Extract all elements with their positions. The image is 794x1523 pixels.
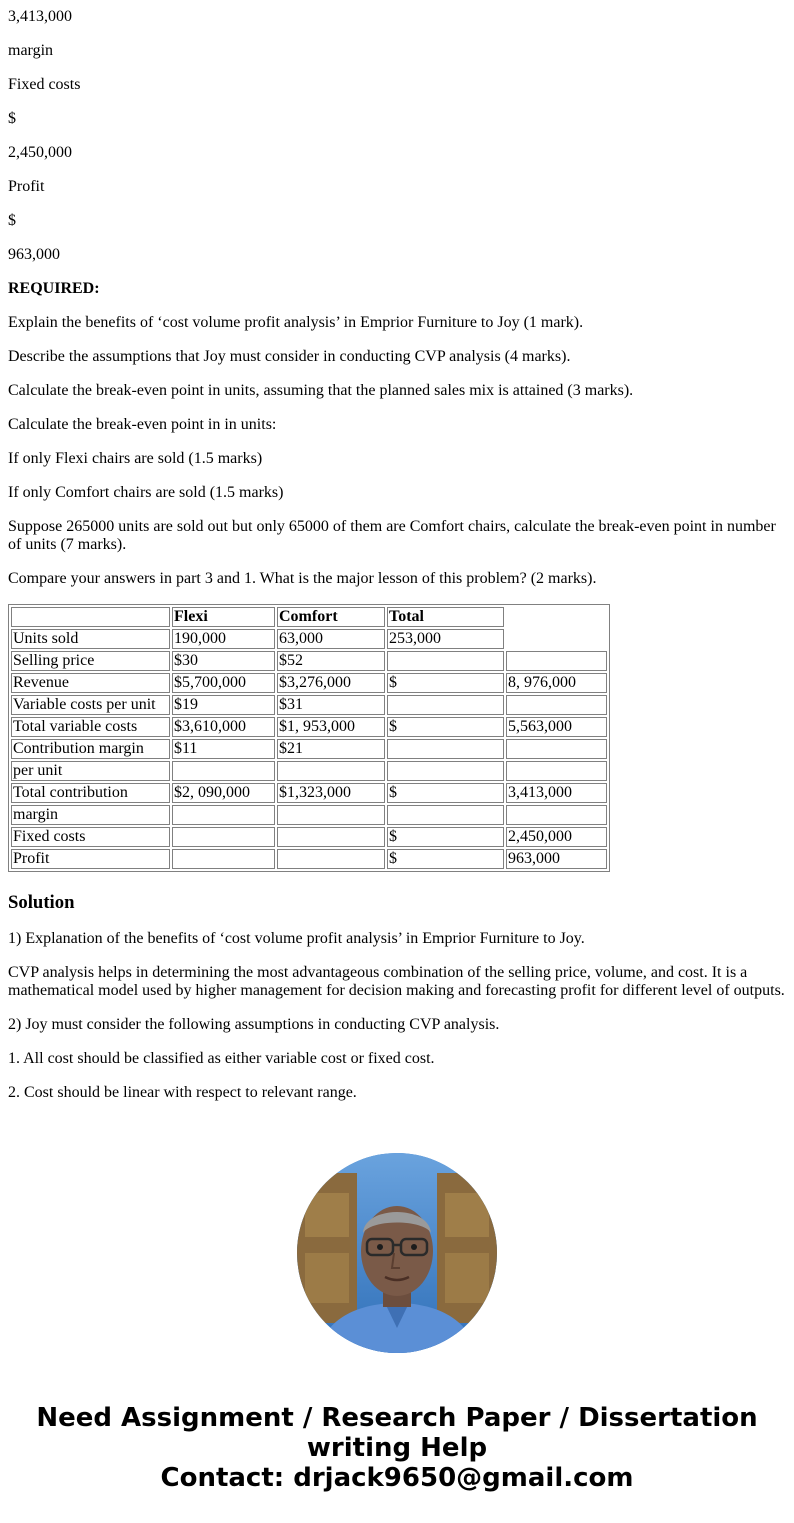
- table-row: [11, 695, 607, 715]
- table-cell: $21: [277, 739, 385, 759]
- table-cell: Units sold: [11, 629, 170, 649]
- table-cell: $2, 090,000: [172, 783, 275, 803]
- table-cell: $11: [172, 739, 275, 759]
- table-cell: [277, 849, 385, 869]
- table-cell: 963,000: [506, 849, 607, 869]
- document-body: [8, 0, 788, 1122]
- table-cell: $3,610,000: [172, 717, 275, 737]
- table-cell: [387, 761, 504, 781]
- required-heading: [8, 280, 788, 298]
- table-cell: [172, 827, 275, 847]
- intro-line: $: [8, 212, 16, 229]
- solution-paragraph: 1) Explanation of the benefits of ‘cost volume profit analysis’ in Emprior Furniture to Joy.: [8, 930, 585, 947]
- table-cell: [506, 739, 607, 759]
- table-row: [11, 673, 607, 693]
- table-cell: 253,000: [387, 629, 504, 649]
- table-cell: $19: [172, 695, 275, 715]
- table-cell: $5,700,000: [172, 673, 275, 693]
- intro-line: Profit: [8, 178, 45, 195]
- solution-paragraph: 1. All cost should be classified as either variable cost or fixed cost.: [8, 1050, 435, 1067]
- table-header-empty: [506, 607, 607, 627]
- footer-line-3: Contact: drjack9650@gmail.com: [160, 1463, 634, 1493]
- table-cell: Profit: [11, 849, 170, 869]
- table-cell: [387, 739, 504, 759]
- table-cell: [506, 761, 607, 781]
- table-cell: Contribution margin: [11, 739, 170, 759]
- table-cell: $31: [277, 695, 385, 715]
- author-avatar: [297, 1153, 497, 1353]
- table-cell: $: [387, 827, 504, 847]
- table-cell: Variable costs per unit: [11, 695, 170, 715]
- table-cell: $1, 953,000: [277, 717, 385, 737]
- table-cell: [172, 805, 275, 825]
- table-row: [11, 739, 607, 759]
- table-header-row: [11, 607, 607, 627]
- table-cell: [277, 761, 385, 781]
- solution-heading: Solution: [8, 892, 75, 913]
- table-row: [11, 717, 607, 737]
- table-row: [11, 629, 607, 649]
- table-cell: $3,276,000: [277, 673, 385, 693]
- table-cell: Total variable costs: [11, 717, 170, 737]
- question-item: If only Comfort chairs are sold (1.5 marks): [8, 484, 284, 501]
- table-cell: [387, 805, 504, 825]
- table-cell: $30: [172, 651, 275, 671]
- question-item: Explain the benefits of ‘cost volume profit analysis’ in Emprior Furniture to Joy (1 mark).: [8, 314, 584, 331]
- table-cell: $: [387, 673, 504, 693]
- table-row: [11, 827, 607, 847]
- table-cell: Fixed costs: [11, 827, 170, 847]
- intro-line: $: [8, 110, 16, 127]
- intro-line: 963,000: [8, 246, 60, 263]
- question-item: Compare your answers in part 3 and 1. What is the major lesson of this problem? (2 marks).: [8, 570, 597, 587]
- table-header-cell: [11, 607, 170, 627]
- table-cell: $52: [277, 651, 385, 671]
- table-cell: [506, 805, 607, 825]
- table-cell: Revenue: [11, 673, 170, 693]
- footer-contact: [0, 1403, 794, 1493]
- table-cell: [277, 805, 385, 825]
- footer-line-2: writing Help: [306, 1433, 488, 1463]
- table-cell: [277, 827, 385, 847]
- question-item: Suppose 265000 units are sold out but only 65000 of them are Comfort chairs, calculate the break-even point in number of units (7 marks).: [8, 518, 776, 553]
- table-header-cell: Total: [387, 607, 504, 627]
- solution-paragraph: CVP analysis helps in determining the most advantageous combination of the selling price, volume, and cost. It is a mathematical model used by higher management for decision making and forecasting profit for different level of outputs.: [8, 964, 785, 999]
- table-row: [11, 849, 607, 869]
- table-cell: 63,000: [277, 629, 385, 649]
- table-cell: per unit: [11, 761, 170, 781]
- cvp-table: [8, 604, 610, 872]
- solution-paragraph: 2) Joy must consider the following assumptions in conducting CVP analysis.: [8, 1016, 500, 1033]
- table-header-cell: Flexi: [172, 607, 275, 627]
- required-heading-text: REQUIRED:: [8, 280, 100, 297]
- question-item: Describe the assumptions that Joy must consider in conducting CVP analysis (4 marks).: [8, 348, 571, 365]
- solution-paragraph-cut: [8, 1118, 788, 1122]
- table-header-cell: Comfort: [277, 607, 385, 627]
- table-cell: 2,450,000: [506, 827, 607, 847]
- author-photo-icon: [297, 1153, 497, 1353]
- table-cell-empty: [506, 629, 607, 649]
- table-cell: [172, 761, 275, 781]
- table-cell: $: [387, 783, 504, 803]
- table-cell: Total contribution: [11, 783, 170, 803]
- intro-line: Fixed costs: [8, 76, 81, 93]
- question-item: Calculate the break-even point in units, assuming that the planned sales mix is attained (3 marks).: [8, 382, 634, 399]
- table-cell: $1,323,000: [277, 783, 385, 803]
- table-cell: [506, 695, 607, 715]
- table-cell: $: [387, 717, 504, 737]
- solution-paragraph: 2. Cost should be linear with respect to relevant range.: [8, 1084, 357, 1101]
- table-cell: $: [387, 849, 504, 869]
- table-cell: 5,563,000: [506, 717, 607, 737]
- table-cell: [387, 651, 504, 671]
- table-row: [11, 805, 607, 825]
- question-item: Calculate the break-even point in in units:: [8, 416, 277, 433]
- table-row: [11, 783, 607, 803]
- table-row: [11, 761, 607, 781]
- table-cell: 3,413,000: [506, 783, 607, 803]
- table-cell: [506, 651, 607, 671]
- question-item: If only Flexi chairs are sold (1.5 marks): [8, 450, 263, 467]
- footer-line-1: Need Assignment / Research Paper / Dissertation: [36, 1403, 758, 1433]
- table-cell: [172, 849, 275, 869]
- table-cell: Selling price: [11, 651, 170, 671]
- intro-line: 2,450,000: [8, 144, 72, 161]
- table-row: [11, 651, 607, 671]
- table-cell: margin: [11, 805, 170, 825]
- intro-line: 3,413,000: [8, 8, 72, 25]
- table-cell: 190,000: [172, 629, 275, 649]
- table-cell: 8, 976,000: [506, 673, 607, 693]
- table-cell: [387, 695, 504, 715]
- intro-line: margin: [8, 42, 54, 59]
